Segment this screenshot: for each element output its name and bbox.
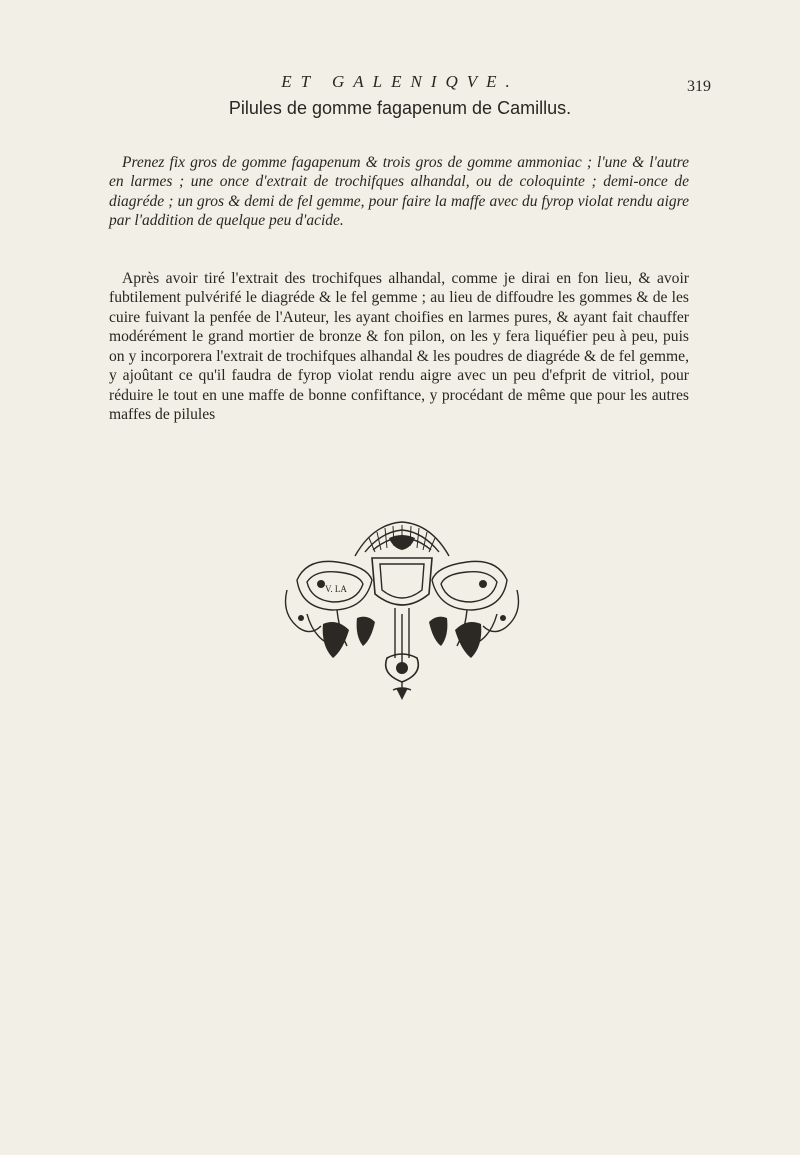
section-title: Pilules de gomme fagapenum de Camillus. (228, 98, 572, 118)
ornament-inscription: V. LA (325, 584, 347, 594)
floral-tailpiece-vignette (277, 518, 527, 700)
page-number: 319 (687, 78, 711, 95)
preparation-paragraph: Après avoir tiré l'extrait des trochifques alhandal, comme je dirai en fon lieu, & avoir fubtilement pulvérifé le diagréde & le fel gemme ; au lieu de diffoudre les gommes & de les cuire fuivant la penfée de l'Auteur, les ayant choifies en larmes pures, & ayant fait chauffer modérément le grand mortier de bronze & fon pilon, on les y fera liquéfier peu à peu, puis on y incorporera l'extrait de trochifques alhandal & les poudres de diagréde & de fel gemme, y ajoûtant ce qu'il faudra de fyrop violat rendu aigre avec un peu d'efprit de vitriol, pour réduire le tout en une maffe de bonne confiftance, y procédant de même que pour les autres maffes de pilules (109, 269, 689, 424)
running-head: ET GALENIQVE. (281, 72, 519, 91)
recipe-paragraph: Prenez fix gros de gomme fagapenum & trois gros de gomme ammoniac ; l'une & l'autre en larmes ; une once d'extrait de trochifques alhandal, ou de coloquinte ; demi-once de diagréde ; un gros & demi de fel gemme, pour faire la maffe avec du fyrop violat rendu aigre par l'addition de quelque peu d'acide. (109, 153, 689, 229)
